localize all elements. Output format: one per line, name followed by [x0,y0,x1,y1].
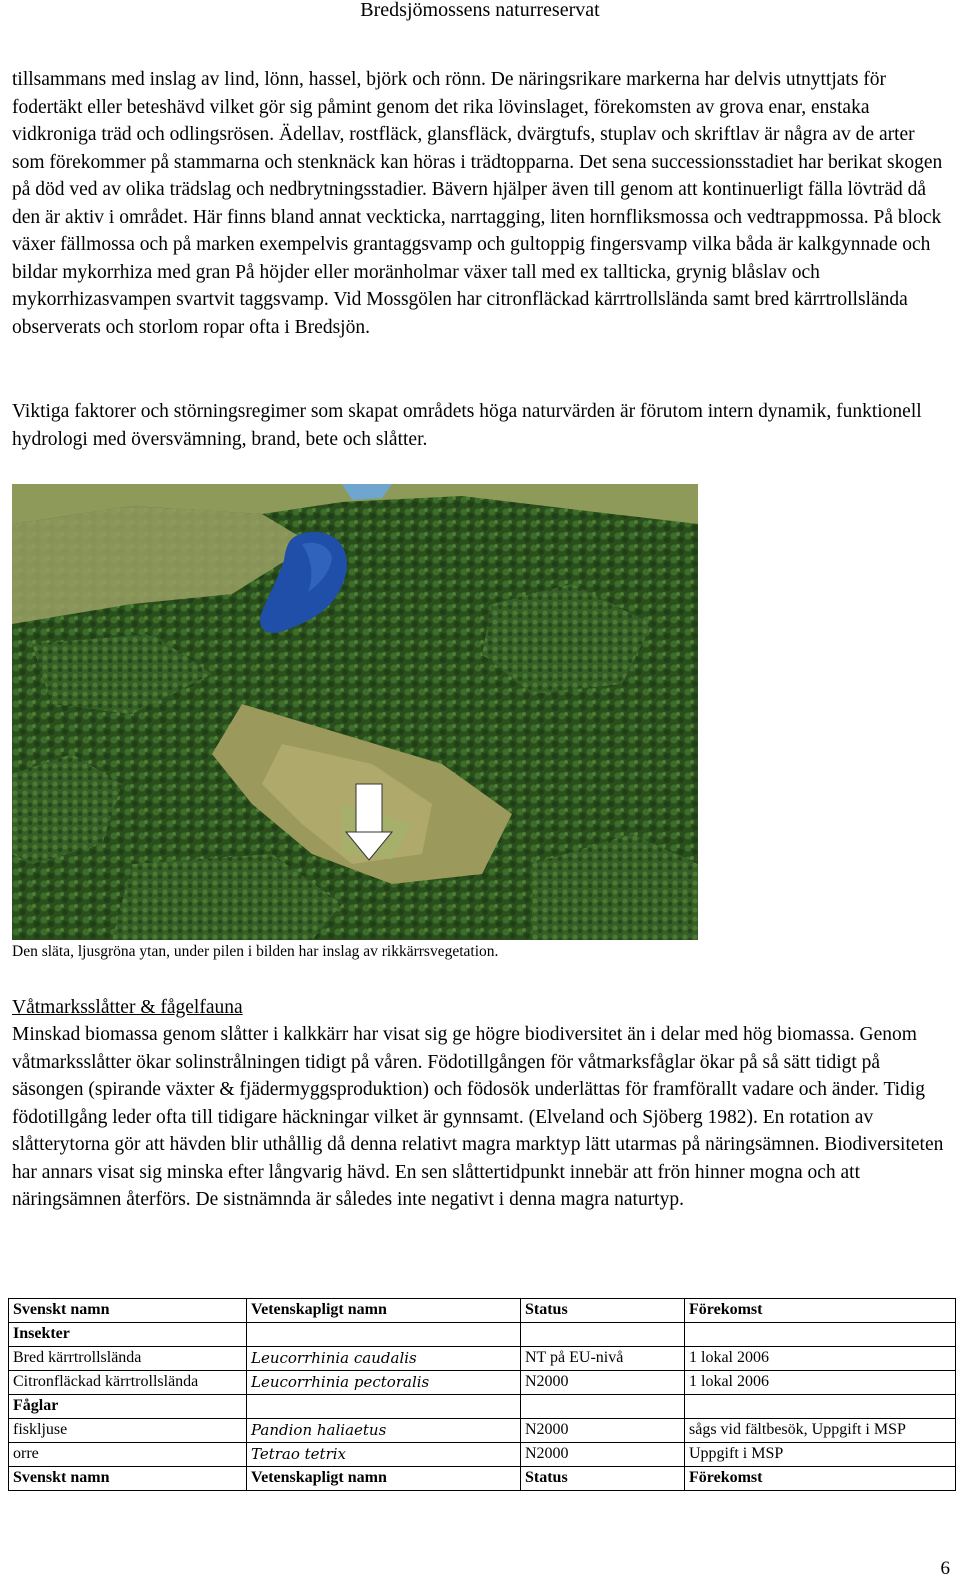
table-footer-row [9,1467,956,1491]
cell-status: N2000 [521,1419,685,1443]
page-header-title: Bredsjömossens naturreservat [360,0,600,21]
header-cell-scientific: Vetenskapligt namn [247,1299,521,1323]
footer-cell-scientific: Vetenskapligt namn [247,1467,521,1491]
cell-occurrence: Uppgift i MSP [685,1443,956,1467]
section-heading: Våtmarksslåtter & fågelfauna [12,997,243,1018]
cell-status: N2000 [521,1371,685,1395]
cell-swedish: Citronfläckad kärrtrollslända [9,1371,247,1395]
header-cell-swedish: Svenskt namn [9,1299,247,1323]
cell-swedish: fiskljuse [9,1419,247,1443]
table-row [9,1347,956,1371]
photo-caption: Den släta, ljusgröna ytan, under pilen i bilden har inslag av rikkärrsvegetation. [12,943,499,960]
cell-scientific: Leucorrhinia caudalis [247,1347,521,1371]
cell-scientific: Leucorrhinia pectoralis [247,1371,521,1395]
body-paragraph-1: tillsammans med inslag av lind, lönn, hassel, björk och rönn. De näringsrikare markerna har delvis utnyttjats för fodertäkt eller beteshävd vilket gör sig påmint genom det rika lövinslaget, förekomsten av grova enar, enstaka vidkroniga träd och odlingsrösen. Ädellav, rostfläck, glansfläck, dvärgtufs, stuplav och skriftlav är några av de arter som förekommer på stammarna och stenknäck kan höras i trädtopparna. Det sena successionsstadiet har berikat skogen på död ved av olika trädslag och nedbrytningsstadier. Bävern hjälper även till genom att kontinuerligt fälla lövträd då den är aktiv i området. Här finns bland annat veckticka, narrtagging, liten hornfliksmossa och vedtrappmossa. På block växer fällmossa och på marken exempelvis grantaggsvamp och gultoppig fingersvamp vilka båda är kalkgynnade och bildar mykorrhiza med gran På höjder eller moränholmar växer tall med ex tallticka, grynig blåslav och mykorrhizasvampen svartvit taggsvamp. Vid Mossgölen har citronfläckad kärrtrollslända samt bred kärrtrollslända observerats och storlom ropar ofta i Bredsjön. [12,69,943,338]
cell-occurrence: sågs vid fältbesök, Uppgift i MSP [685,1419,956,1443]
page-number: 6 [940,1558,950,1579]
cell-swedish: Bred kärrtrollslända [9,1347,247,1371]
table-row [9,1443,956,1467]
cell-scientific: Pandion haliaetus [247,1419,521,1443]
aerial-photo [12,484,698,940]
header-cell-status: Status [521,1299,685,1323]
table-group-row [9,1323,956,1347]
cell-swedish: orre [9,1443,247,1467]
footer-cell-status: Status [521,1467,685,1491]
species-table [8,1298,956,1491]
cell-occurrence: 1 lokal 2006 [685,1371,956,1395]
table-row [9,1419,956,1443]
footer-cell-swedish: Svenskt namn [9,1467,247,1491]
header-cell-occurrence: Förekomst [685,1299,956,1323]
cell-occurrence: 1 lokal 2006 [685,1347,956,1371]
cell-status: NT på EU-nivå [521,1347,685,1371]
table-header-row [9,1299,956,1323]
table-row [9,1371,956,1395]
group-label-birds: Fåglar [9,1395,247,1419]
body-paragraph-3: Minskad biomassa genom slåtter i kalkkärr har visat sig ge högre biodiversitet än i delar med hög biomassa. Genom våtmarksslåtter ökar solinstrålningen tidigt på våren. Födotillgången för våtmarksfåglar ökar på så sätt tidigt på säsongen (spirande växter & fjädermyggsproduktion) och födosök underlättas för framförallt vadare och änder. Tidig födotillgång leder ofta till tidigare häckningar vilket är gynnsamt. (Elveland och Sjöberg 1982). En rotation av slåtterytorna gör att hävden blir uthållig då denna relativt magra marktyp lätt utarmas på näringsämnen. Biodiversiteten har annars visat sig minska efter långvarig hävd. En sen slåttertidpunkt innebär att frön hinner mogna och att näringsämnen återförs. De sistnämnda är således inte negativt i denna magra naturtyp. [12,1024,944,1210]
group-label-insects: Insekter [9,1323,247,1347]
cell-scientific: Tetrao tetrix [247,1443,521,1467]
cell-status: N2000 [521,1443,685,1467]
body-paragraph-2: Viktiga faktorer och störningsregimer som skapat områdets höga naturvärden är förutom intern dynamik, funktionell hydrologi med översvämning, brand, bete och slåtter. [12,401,922,450]
table-group-row [9,1395,956,1419]
footer-cell-occurrence: Förekomst [685,1467,956,1491]
